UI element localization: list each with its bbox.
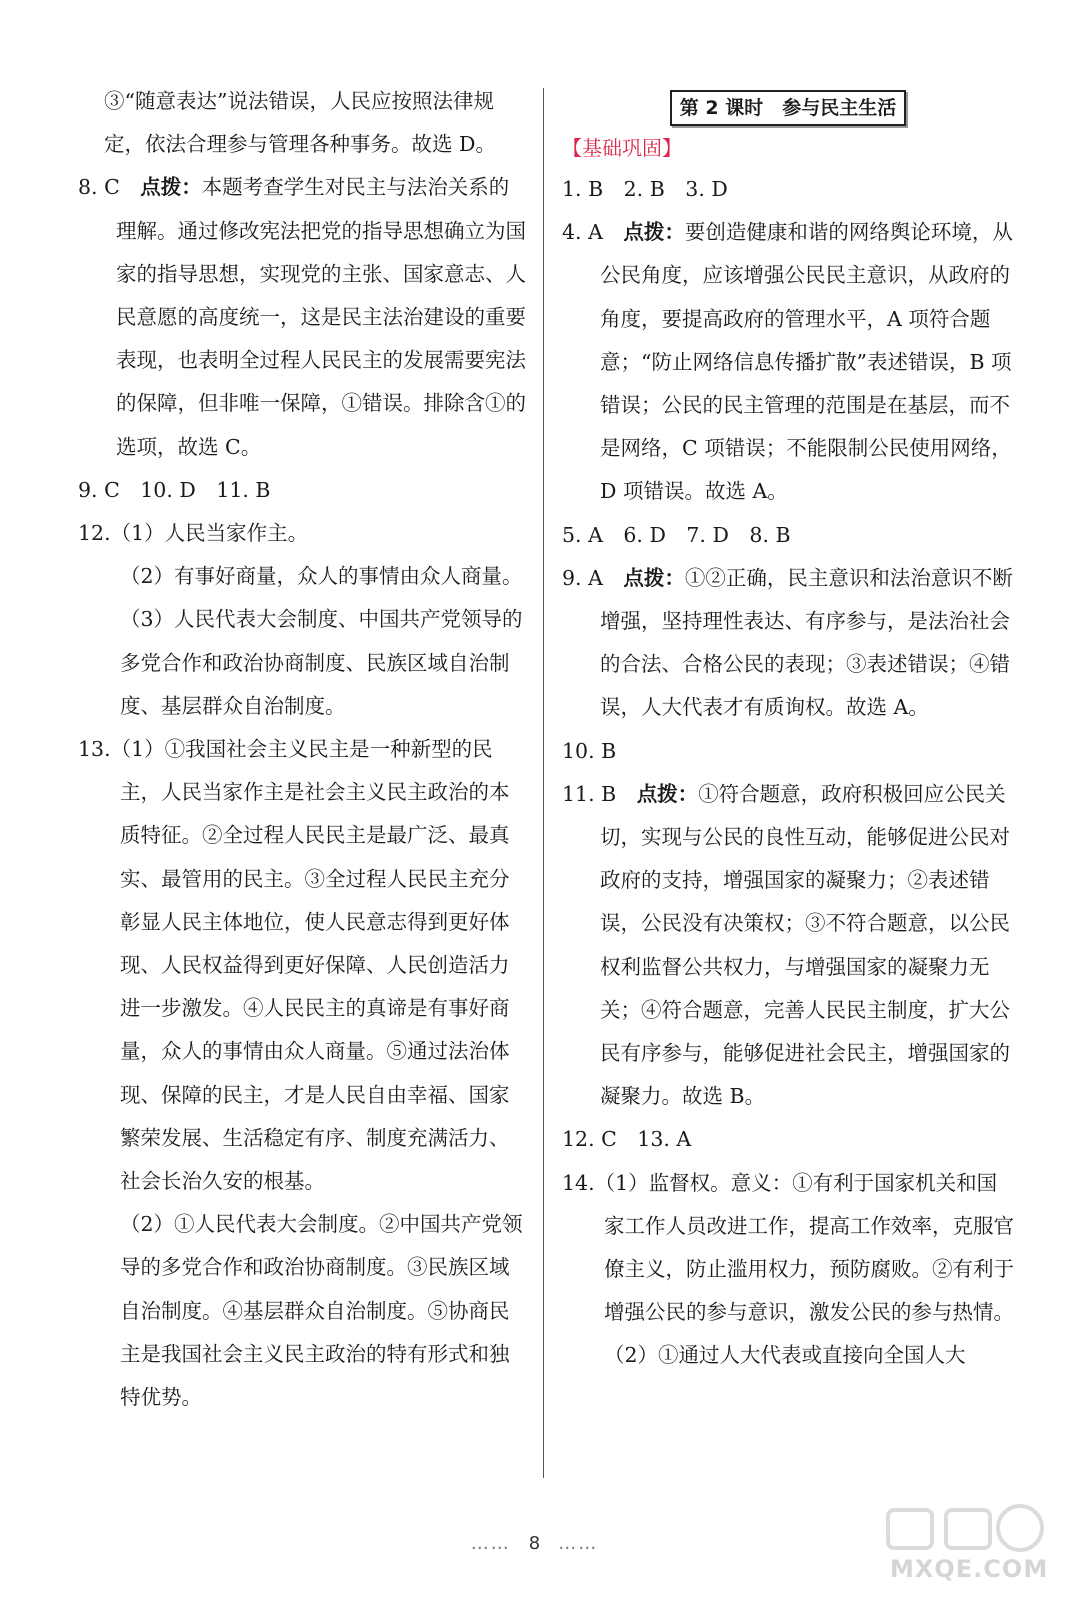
watermark-logo	[870, 1500, 1060, 1595]
page-number: 8	[528, 1533, 541, 1554]
left-column	[78, 80, 526, 1419]
answer-8-number: 8. C	[78, 175, 141, 200]
answer-8-text: 本题考查学生对民主与法治关系的理解。通过修改宪法把党的指导思想确立为国家的指导思想，实现党的主张、国家意志、人民意愿的高度统一，这是民主法治建设的重要表现，也表明全过程人民民主的发展需要宪法的保障，但非唯一保障，①错误。排除含①的选项，故选 C。	[116, 175, 526, 459]
answer-11-number: 11. B	[562, 781, 637, 806]
answer-4-keyword: 点拨：	[623, 220, 685, 245]
watermark-glyphs-icon	[870, 1500, 1060, 1560]
answers-9-11: 9. C 10. D 11. B	[78, 477, 271, 502]
answer-11-keyword: 点拨：	[636, 781, 699, 806]
answer-9-text: ①②正确，民主意识和法治意识不断增强，坚持理性表达、有序参与，是法治社会的合法、合格公民的表现；③表述错误；④错误，人大代表才有质询权。故选 A。	[600, 565, 1013, 720]
lesson-title: 第 2 课时 参与民主生活	[670, 90, 906, 126]
answer-12-part-3: （3）人民代表大会制度、中国共产党领导的多党合作和政治协商制度、民族区域自治制度、基层群众自治制度。	[120, 607, 523, 718]
answer-8	[78, 166, 526, 468]
answer-12-part-2: （2）有事好商量，众人的事情由众人商量。	[120, 564, 523, 589]
answer-12-part-1: 12.（1）人民当家作主。	[78, 521, 309, 546]
answer-14-part-2: （2）①通过人大代表或直接向全国人大	[604, 1343, 966, 1368]
answer-4	[562, 211, 1014, 513]
answers-5-8: 5. A 6. D 7. D 8. B	[562, 522, 791, 547]
answer-9-number: 9. A	[562, 565, 624, 590]
right-column	[562, 80, 1014, 1378]
answer-4-number: 4. A	[562, 220, 624, 245]
lesson-header	[562, 80, 1014, 126]
answer-8-keyword: 点拨：	[140, 175, 202, 200]
answer-9-keyword: 点拨：	[623, 565, 685, 590]
footer-dots-left: ……	[470, 1533, 511, 1554]
answer-10: 10. B	[562, 738, 617, 763]
watermark-text: MXQE.COM	[890, 1555, 1049, 1583]
section-tag-basic-consolidation: 【基础巩固】	[562, 136, 682, 160]
footer-dots-right: ……	[558, 1533, 599, 1554]
answer-13-part-2: （2）①人民代表大会制度。②中国共产党领导的多党合作和政治协商制度。③民族区域自治制度。④基层群众自治制度。⑤协商民主是我国社会主义民主政治的特有形式和独特优势。	[120, 1212, 523, 1410]
answer-9	[562, 557, 1014, 730]
answers-1-3: 1. B 2. B 3. D	[562, 177, 728, 201]
answer-11	[562, 773, 1014, 1119]
answer-7-continuation-line-1: ③“随意表达”说法错误，人民应按照法律规	[104, 89, 494, 113]
answers-12-13: 12. C 13. A	[562, 1127, 692, 1152]
answer-7-continuation-line-2: 定，依法合理参与管理各种事务。故选 D。	[104, 132, 496, 157]
answer-14-part-1: 14.（1）监督权。意义：①有利于国家机关和国家工作人员改进工作，提高工作效率，克服官僚主义，防止滥用权力，预防腐败。②有利于增强公民的参与意识，激发公民的参与热情。	[562, 1170, 1014, 1325]
answer-4-text: 要创造健康和谐的网络舆论环境，从公民角度，应该增强公民民主意识，从政府的角度，要提高政府的管理水平，A 项符合题意；“防止网络信息传播扩散”表述错误，B 项错误；公民的民主管理的范围是在基层，而不是网络，C 项错误；不能限制公民使用网络，D 项错误。故选 A。	[600, 220, 1013, 504]
column-divider	[543, 88, 544, 1478]
answer-11-text: ①符合题意，政府积极回应公民关切，实现与公民的良性互动，能够促进公民对政府的支持，增强国家的凝聚力；②表述错误，公民没有决策权；③不符合题意，以公民权利监督公共权力，与增强国家的凝聚力无关；④符合题意，完善人民民主制度，扩大公民有序参与，能够促进社会民主，增强国家的凝聚力。故选 B。	[600, 781, 1010, 1109]
answer-13-part-1: 13.（1）①我国社会主义民主是一种新型的民主，人民当家作主是社会主义民主政治的本质特征。②全过程人民民主是最广泛、最真实、最管用的民主。③全过程人民民主充分彰显人民主体地位，使人民意志得到更好体现、人民权益得到更好保障、人民创造活力进一步激发。④人民民主的真谛是有事好商量，众人的事情由众人商量。⑤通过法治体现、保障的民主，才是人民自由幸福、国家繁荣发展、生活稳定有序、制度充满活力、社会长治久安的根基。	[78, 737, 510, 1194]
